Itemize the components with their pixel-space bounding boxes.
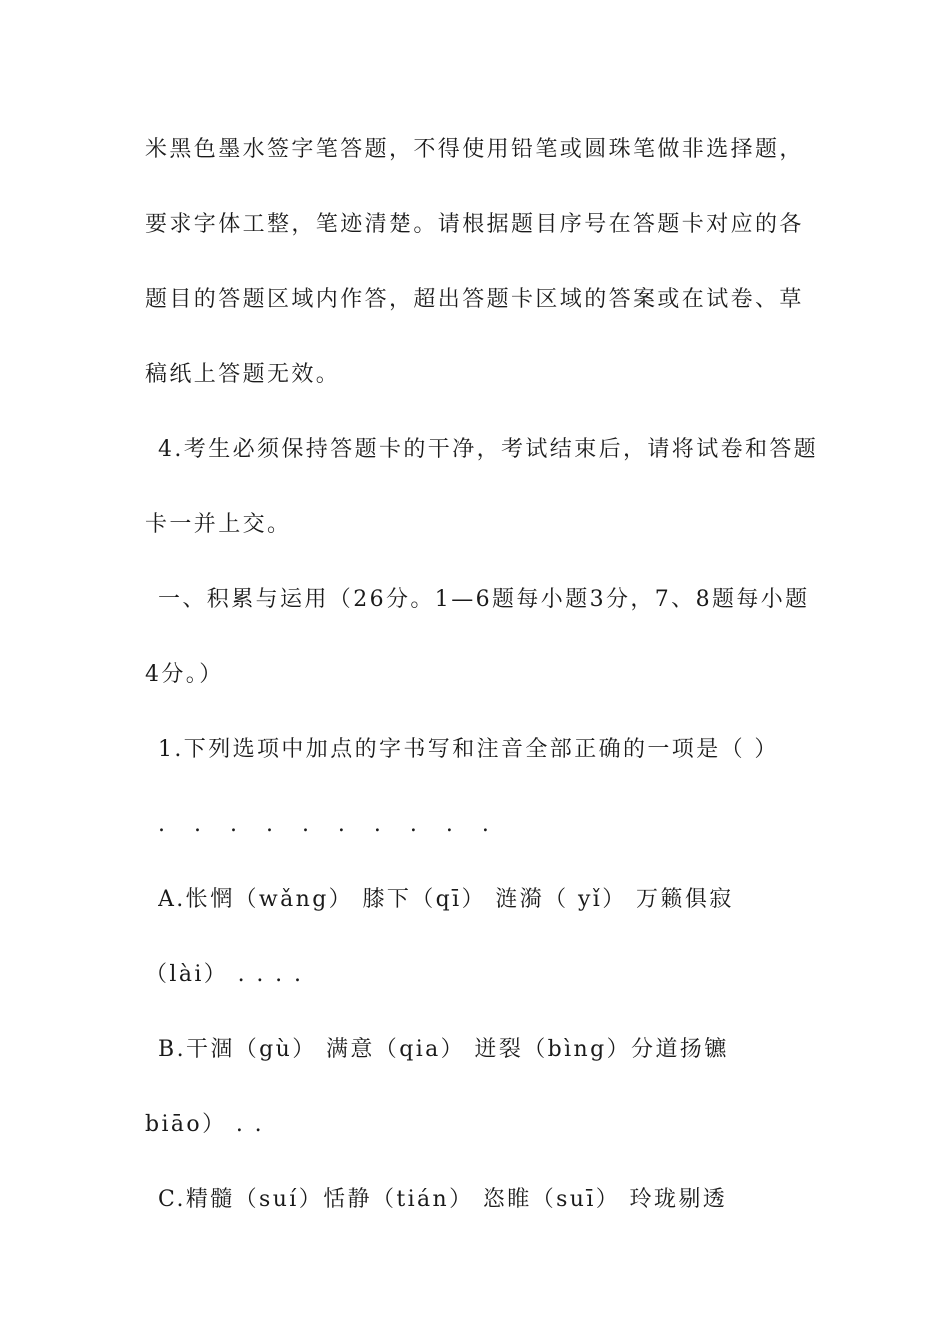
emphasis-dots: . . . . . . . . . . [158,812,500,837]
text-line: 米黑色墨水签字笔答题，不得使用铅笔或圆珠笔做非选择题， [145,137,804,162]
option-c: C.精髓（suí）恬静（tián） 恣睢（suī） 玲珑剔透 [158,1187,728,1212]
text-line: 4分。） [145,662,224,687]
text-line: 题目的答题区域内作答，超出答题卡区域的答案或在试卷、草 [145,287,804,312]
text-line: 要求字体工整，笔迹清楚。请根据题目序号在答题卡对应的各 [145,212,804,237]
instruction-item-4: 4.考生必须保持答题卡的干净，考试结束后，请将试卷和答题 [158,437,819,462]
option-a-continued: （lài） . . . . [145,962,304,987]
section-heading: 一、积累与运用（26分。1—6题每小题3分，7、8题每小题 [158,587,810,612]
question-1: 1.下列选项中加点的字书写和注音全部正确的一项是（ ） [158,737,779,762]
text-line: 稿纸上答题无效。 [145,362,341,387]
option-b-continued: biāo） . . [145,1112,265,1137]
option-a: A.怅惘（wǎng） 膝下（qī） 涟漪（ yǐ） 万籁俱寂 [158,887,734,912]
text-line: 卡一并上交。 [145,512,292,537]
option-b: B.干涸（gù） 满意（qia） 迸裂（bìng）分道扬镳 [158,1037,729,1062]
